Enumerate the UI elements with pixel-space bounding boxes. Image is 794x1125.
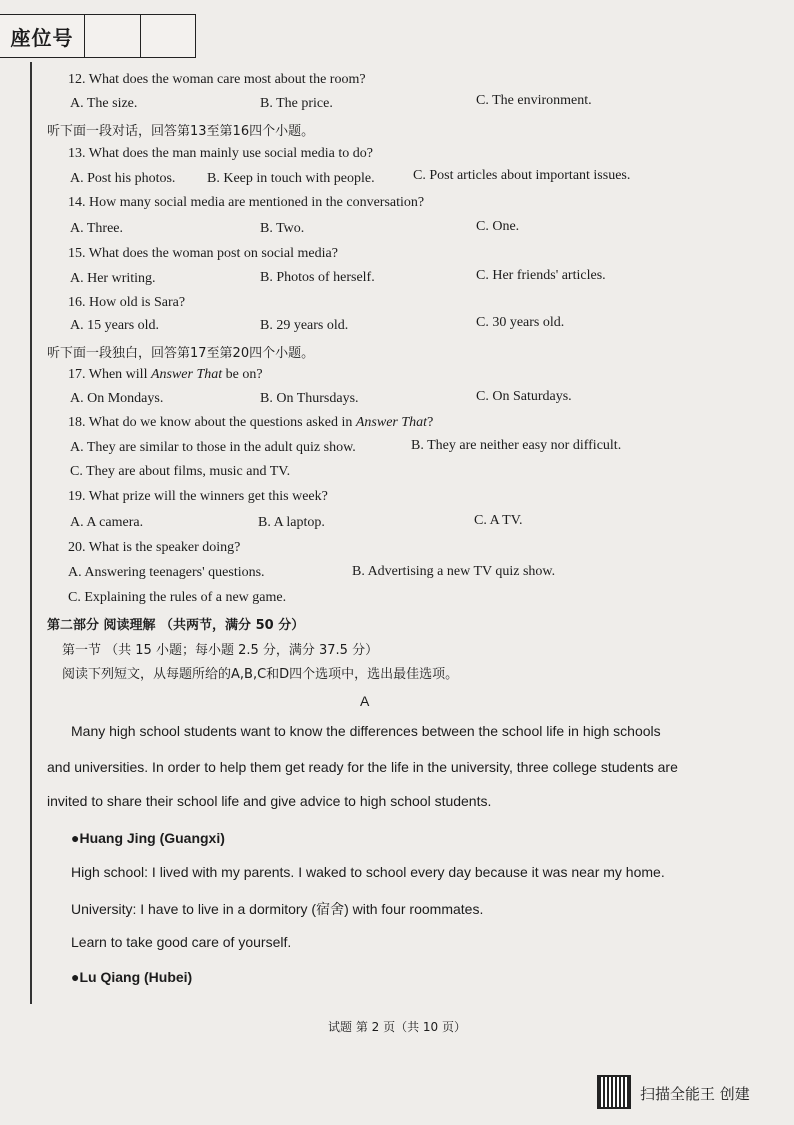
- q13-option-b: B. Keep in touch with people.: [207, 171, 375, 186]
- instruction-13-16: 听下面一段对话，回答第13至第16四个小题。: [47, 124, 315, 139]
- question-20-stem: 20. What is the speaker doing?: [68, 540, 241, 555]
- question-12-stem: 12. What does the woman care most about the room?: [68, 72, 366, 87]
- q19-option-b: B. A laptop.: [258, 515, 325, 530]
- q13-option-c: C. Post articles about important issues.: [413, 168, 631, 183]
- reading-instruction: 阅读下列短文，从每题所给的A,B,C和D四个选项中，选出最佳选项。: [62, 667, 459, 682]
- q16-option-a: A. 15 years old.: [70, 318, 160, 333]
- q16-option-c: C. 30 years old.: [476, 315, 565, 330]
- question-13-stem: 13. What does the man mainly use social media to do?: [68, 146, 373, 161]
- question-19-stem: 19. What prize will the winners get this week?: [68, 489, 328, 504]
- margin-rule: [30, 62, 32, 1004]
- q18-stem-pre: 18. What do we know about the questions asked in: [68, 415, 356, 430]
- q18-option-c: C. They are about films, music and TV.: [70, 464, 291, 479]
- q18-option-a: A. They are similar to those in the adult quiz show.: [70, 440, 356, 455]
- page-footer: 试题 第 2 页（共 10 页）: [328, 1020, 466, 1034]
- q18-show-name: Answer That: [355, 415, 428, 430]
- q14-option-b: B. Two.: [260, 221, 305, 236]
- q20-option-b: B. Advertising a new TV quiz show.: [352, 564, 556, 579]
- question-15-stem: 15. What does the woman post on social media?: [68, 246, 338, 261]
- q19-option-c: C. A TV.: [474, 513, 523, 528]
- instruction-17-20: 听下面一段独白，回答第17至第20四个小题。: [47, 346, 315, 361]
- seat-number-cell: [85, 15, 141, 57]
- q12-option-c: C. The environment.: [476, 93, 592, 108]
- seat-number-cell: [141, 15, 196, 57]
- person-1-line-3: Learn to take good care of yourself.: [71, 934, 292, 950]
- q12-option-a: A. The size.: [70, 96, 138, 111]
- q16-option-b: B. 29 years old.: [260, 318, 349, 333]
- question-16-stem: 16. How old is Sara?: [68, 295, 186, 310]
- scanner-watermark: 扫描全能王 创建: [640, 1085, 750, 1103]
- q19-option-a: A. A camera.: [70, 515, 144, 530]
- q20-option-a: A. Answering teenagers' questions.: [68, 565, 265, 580]
- q17-show-name: Answer That: [150, 367, 223, 382]
- person-1-line-2: University: I have to live in a dormitory (宿舍) with four roommates.: [71, 901, 484, 917]
- passage-letter: A: [360, 693, 370, 709]
- q14-option-a: A. Three.: [70, 221, 123, 236]
- q17-stem-pre: 17. When will: [68, 367, 151, 382]
- q17-option-b: B. On Thursdays.: [260, 391, 359, 406]
- q17-stem-post: be on?: [222, 367, 263, 382]
- q15-option-b: B. Photos of herself.: [260, 270, 375, 285]
- q15-option-c: C. Her friends' articles.: [476, 268, 606, 283]
- seat-number-label: 座位号: [0, 15, 85, 57]
- q20-option-c: C. Explaining the rules of a new game.: [68, 590, 287, 605]
- qr-code-icon: [597, 1075, 631, 1109]
- person-1-line-1: High school: I lived with my parents. I waked to school every day because it was near my home.: [71, 864, 665, 880]
- question-18-stem: [68, 415, 433, 431]
- person-1-heading: ●Huang Jing (Guangxi): [71, 830, 225, 846]
- intro-line-2: and universities. In order to help them get ready for the life in the university, three college students are: [47, 759, 678, 775]
- question-14-stem: 14. How many social media are mentioned in the conversation?: [68, 195, 425, 210]
- q12-option-b: B. The price.: [260, 96, 333, 111]
- intro-line-3: invited to share their school life and give advice to high school students.: [47, 793, 492, 809]
- q17-option-c: C. On Saturdays.: [476, 389, 572, 404]
- q14-option-c: C. One.: [476, 219, 520, 234]
- intro-line-1: Many high school students want to know the differences between the school life in high schools: [71, 723, 661, 739]
- q18-option-b: B. They are neither easy nor difficult.: [411, 438, 622, 453]
- q18-stem-post: ?: [427, 415, 434, 430]
- q13-option-a: A. Post his photos.: [70, 171, 176, 186]
- reading-section-title: 第一节 （共 15 小题；每小题 2.5 分，满分 37.5 分）: [62, 643, 379, 658]
- person-2-heading: ●Lu Qiang (Hubei): [71, 969, 193, 985]
- reading-part-title: 第二部分 阅读理解 （共两节，满分 50 分）: [47, 618, 305, 633]
- q17-option-a: A. On Mondays.: [70, 391, 164, 406]
- question-17-stem: [68, 367, 263, 383]
- seat-number-box: [0, 14, 196, 58]
- q15-option-a: A. Her writing.: [70, 271, 156, 286]
